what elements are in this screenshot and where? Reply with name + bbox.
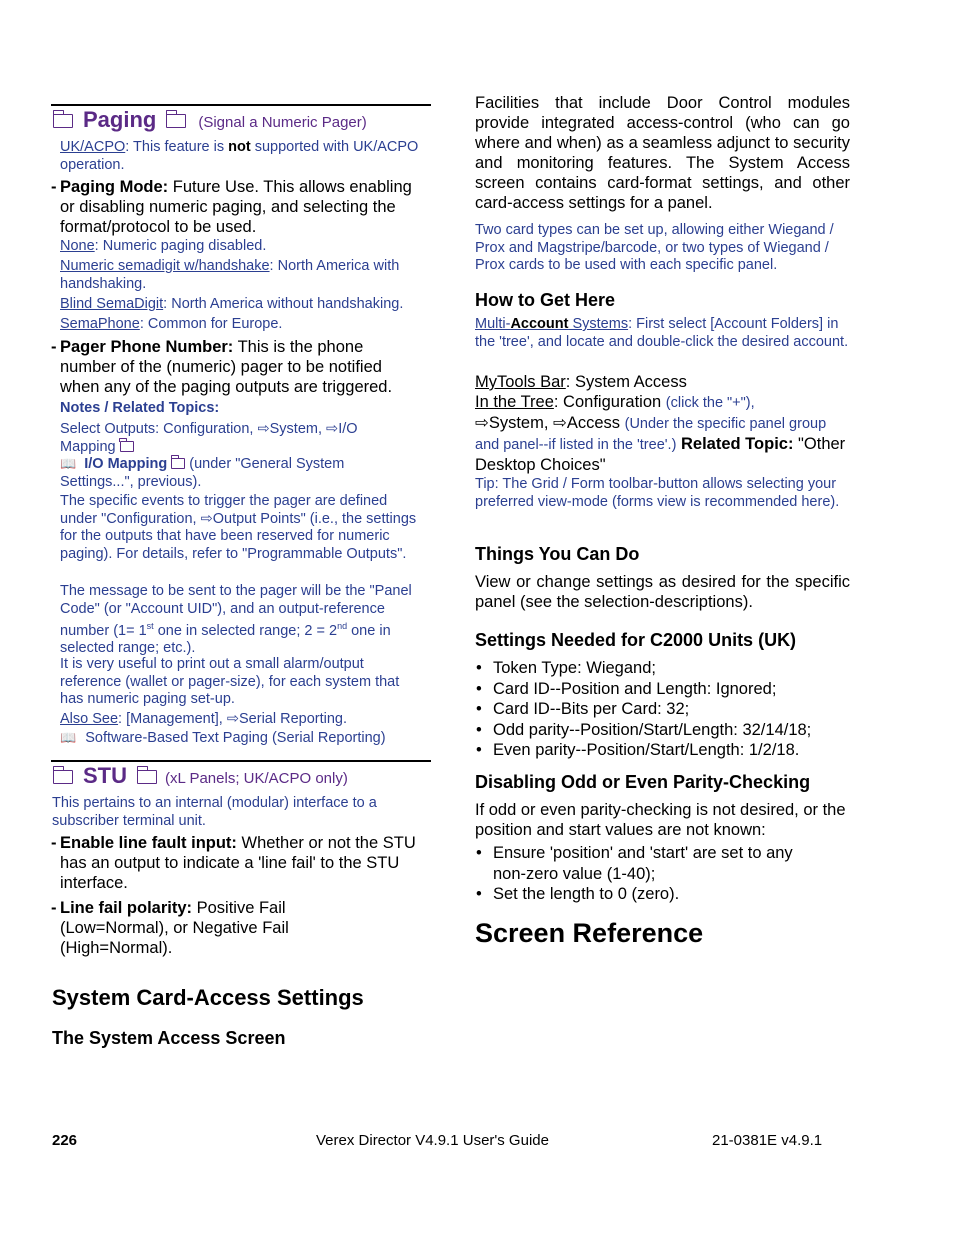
card-types-note: Two card types can be set up, allowing either Wiegand / Prox and Magstripe/barcode, or two types of Wiegand / Prox cards to be used with each specific panel. [475, 222, 834, 273]
paging-top-rule [51, 104, 431, 106]
disabling-heading: Disabling Odd or Even Parity-Checking [475, 772, 811, 792]
option-none: None: Numeric paging disabled. [60, 238, 267, 254]
folder-icon [120, 441, 134, 452]
folder-icon [171, 458, 185, 469]
disabling-text: If odd or even parity-checking is not desired, or the position and start values are not known: [475, 801, 846, 839]
option-blind-semadigit: Blind SemaDigit: North America without handshaking. [60, 295, 404, 312]
folder-icon [53, 114, 73, 128]
footer-doc-id: 21-0381E v4.9.1 [712, 1132, 823, 1149]
page-number: 226 [52, 1132, 78, 1149]
list-item: • Card ID--Position and Length: Ignored; [476, 679, 851, 700]
stu-title: STU [83, 763, 127, 788]
list-item: • Even parity--Position/Start/Length: 1/2/18. [476, 740, 851, 761]
paging-subtitle: (Signal a Numeric Pager) [198, 114, 367, 131]
list-item: • Set the length to 0 (zero). [476, 884, 821, 905]
book-icon: 📖 [60, 456, 77, 471]
screen-reference-title: Screen Reference [475, 918, 704, 948]
line-polarity-item: - Line fail polarity: Positive Fail (Low=Normal), or Negative Fail (High=Normal). [51, 899, 289, 957]
paging-header [53, 107, 367, 133]
notes-heading: Notes / Related Topics: [60, 400, 220, 416]
disabling-list [476, 843, 821, 905]
folder-icon [137, 770, 157, 784]
paging-options [60, 238, 425, 333]
useful-note: It is very useful to print out a small alarm/output reference (wallet or pager-size), for each system that has numeric paging set-up. [60, 656, 400, 707]
footer-title: Verex Director V4.9.1 User's Guide [316, 1132, 549, 1149]
in-tree-block: In the Tree: Configuration (click the "+"), ⇨System, ⇨Access (Under the specific panel group and panel--if listed in the 'tree'.) Related Topic: "Other Desktop Choices" [475, 393, 846, 474]
option-numeric-semadigit: Numeric semadigit w/handshake: North America with handshaking. [60, 258, 400, 292]
also-see-link[interactable]: Also See [60, 711, 119, 727]
things-heading: Things You Can Do [475, 544, 640, 564]
stu-top-rule [51, 760, 431, 762]
mytools-line: MyTools Bar: System Access [475, 373, 687, 391]
select-outputs-note: Select Outputs: Configuration, ⇨System, ⇨I/O Mapping [60, 421, 358, 455]
tip-note: Tip: The Grid / Form toolbar-button allows selecting your preferred view-mode (forms view is recommended here). [475, 476, 840, 510]
stu-subtitle: (xL Panels; UK/ACPO only) [165, 770, 348, 787]
multi-account-link[interactable]: Multi-Account Systems [475, 316, 629, 332]
intro-paragraph: Facilities that include Door Control modules provide integrated access-control (who can go where and when) as a seamless adjunct to security and monitoring features. The System Access screen contains card-format settings, and other card-access settings for a panel. [475, 94, 850, 212]
things-text: View or change settings as desired for the specific panel (see the selection-descriptions). [475, 573, 850, 611]
list-item: • Ensure 'position' and 'start' are set to any non-zero value (1-40); [476, 843, 821, 884]
folder-icon [166, 114, 186, 128]
how-heading: How to Get Here [475, 290, 616, 310]
message-note: The message to be sent to the pager will be the "Panel Code" (or "Account UID"), and an output-reference number (1= 1st one in selected range; 2 = 2nd one in selected range; etc.). [60, 583, 412, 657]
settings-heading: Settings Needed for C2000 Units (UK) [475, 630, 797, 650]
list-item: • Odd parity--Position/Start/Length: 32/14/18; [476, 720, 851, 741]
folder-icon [53, 770, 73, 784]
also-see-note: Also See: [Management], ⇨Serial Reporting. 📖 Software-Based Text Paging (Serial Reporting) [60, 711, 386, 746]
settings-list [476, 658, 851, 761]
list-item: • Token Type: Wiegand; [476, 658, 851, 679]
subsection-title: The System Access Screen [52, 1028, 286, 1048]
uk-acpo-note: UK/ACPO: This feature is not supported with UK/ACPO operation. [60, 139, 419, 173]
multi-account-note: Multi-Account Systems: First select [Account Folders] in the 'tree', and locate and double-click the desired account. [475, 316, 849, 350]
book-icon: 📖 [60, 729, 77, 745]
paging-mode-item: - Paging Mode: Future Use. This allows enabling or disabling numeric paging, and selecting the format/protocol to be used. [51, 178, 412, 236]
stu-intro: This pertains to an internal (modular) interface to a subscriber terminal unit. [52, 795, 377, 829]
uk-acpo-link[interactable]: UK/ACPO [60, 139, 126, 155]
line-fault-item: - Enable line fault input: Whether or not the STU has an output to indicate a 'line fail' to the STU interface. [51, 834, 416, 892]
stu-header [53, 763, 348, 789]
events-note: The specific events to trigger the pager are defined under "Configuration, ⇨Output Points" (i.e., the settings for the outputs that have been reserved for numeric paging). For details, refer to "Programmable Outputs". [60, 493, 417, 562]
io-mapping-note: 📖 I/O Mapping (under "General System Settings...", previous). [60, 456, 345, 490]
mytools-link[interactable]: MyTools Bar [475, 373, 566, 391]
option-semaphone: SemaPhone: Common for Europe. [60, 315, 283, 332]
in-tree-link[interactable]: In the Tree [475, 393, 554, 411]
paging-title: Paging [83, 107, 157, 132]
pager-phone-item: - Pager Phone Number: This is the phone number of the (numeric) pager to be notified when any of the paging outputs are triggered. [51, 338, 393, 396]
pager-phone-label: Pager Phone Number: [60, 338, 234, 356]
list-item: • Card ID--Bits per Card: 32; [476, 699, 851, 720]
section-title: System Card-Access Settings [52, 985, 364, 1010]
paging-mode-label: Paging Mode: [60, 178, 169, 196]
